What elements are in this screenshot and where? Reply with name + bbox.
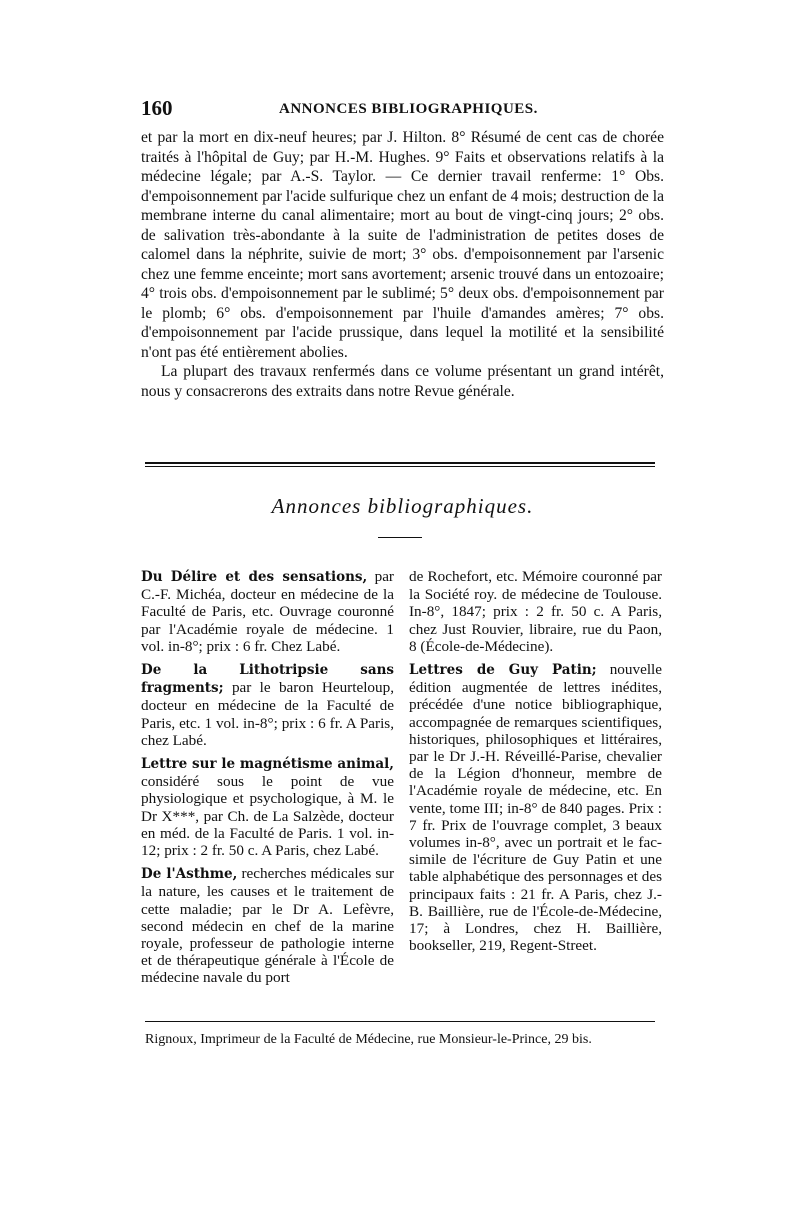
list-item [141,865,394,986]
list-item [141,661,394,749]
left-column [141,568,394,993]
list-item [409,568,662,655]
intro-text [141,128,664,401]
page-header [141,96,664,126]
entry-body: considéré sous le point de vue physiologique et psychologique, à M. le Dr X***, par Ch. de La Salzède, docteur en méd. de la Faculté de Paris. 1 vol. in-12; prix : 2 fr. 50 c. A Paris, chez Labé. [141,773,394,860]
page-number: 160 [141,96,173,120]
section-title: Annonces bibliographiques. [271,494,534,518]
title-rule [378,537,422,538]
intro-paragraph-1: et par la mort en dix-neuf heures; par J. Hilton. 8° Résumé de cent cas de chorée traités à l'hôpital de Guy; par H.-M. Hughes. 9° Faits et observations relatifs à la médecine légale; par A.-S. Taylor. — Ce dernier travail renferme: 1° Obs. d'empoisonnement par l'acide sulfurique chez un enfant de 4 mois; destruction de la membrane interne du canal alimentaire; mort au bout de vingt-cinq jours; 2° obs. de salivation très-abondante à la suite de l'administration de petites doses de calomel dans la néphrite, suivie de mort; 3° obs. d'empoisonnement par l'arsenic chez une femme enceinte; mort sans avortement; arsenic trouvé dans un entozoaire; 4° trois obs. d'empoisonnement par le sublimé; 5° deux obs. d'empoisonnement par le plomb; 6° obs. d'empoisonnement par l'huile d'amandes amères; 7° obs. d'empoisonnement par l'acide prussique, dans lequel la motilité et la sensibilité n'ont pas été entièrement abolies. [141,129,664,361]
printer-imprint: Rignoux, Imprimeur de la Faculté de Médecine, rue Monsieur-le-Prince, 29 bis. [145,1032,592,1047]
list-item [141,568,394,655]
right-column [409,568,662,960]
intro-paragraph-2: La plupart des travaux renfermés dans ce volume présentant un grand intérêt, nous y consacrerons des extraits dans notre Revue générale. [141,363,664,400]
entry-title: De l'Asthme, [141,866,238,883]
list-item [409,661,662,954]
entry-body: par le baron Heurteloup, docteur en médecine de la Faculté de Paris, etc. 1 vol. in-8°; prix : 6 fr. A Paris, chez Labé. [141,679,394,749]
entry-body: de Rochefort, etc. Mémoire couronné par la Société roy. de médecine de Toulouse. In-8°, 1847; prix : 2 fr. 50 c. A Paris, chez Just Rouvier, libraire, rue du Paon, 8 (École-de-Médecine). [409,568,662,655]
section-divider-thin [145,466,655,467]
entry-title: Du Délire et des sensations, [141,569,368,585]
footer-divider [145,1021,655,1022]
entry-body: recherches médicales sur la nature, les causes et le traitement de cette maladie; par le Dr A. Lefèvre, second médecin en chef de la marine royale, professeur de pathologie interne et de thérapeutique générale à l'École de médecine navale du port [141,865,394,987]
entry-body: par C.-F. Michéa, docteur en médecine de la Faculté de Paris, etc. Ouvrage couronné par l'Académie royale de médecine. 1 vol. in-8°; prix : 6 fr. Chez Labé. [141,568,394,655]
section-divider [145,462,655,464]
running-head: ANNONCES BIBLIOGRAPHIQUES. [279,101,538,117]
entry-title: Lettres de Guy Patin; [409,662,597,679]
entry-title: De la Lithotripsie sans fragments; [141,662,394,697]
list-item [141,755,394,859]
entry-body: nouvelle édition augmentée de lettres inédites, précédée d'une notice bibliographique, accompagnée de remarques scientifiques, historiques, philosophiques et littéraires, par le Dr J.-H. Réveillé-Parise, chevalier de la Légion d'honneur, membre de l'Académie royale de médecine, etc. En vente, tome III; in-8° de 840 pages. Prix : 7 fr. Prix de l'ouvrage complet, 3 beaux volumes in-8°, avec un portrait et le fac-simile de l'écriture de Guy Patin et une table alphabétique des personnages et des principaux faits : 21 fr. A Paris, chez J.-B. Baillière, rue de l'École-de-Médecine, 17; à Londres, chez H. Baillière, bookseller, 219, Regent-Street. [409,661,663,955]
entry-title: Lettre sur le magnétisme animal, [141,756,394,773]
